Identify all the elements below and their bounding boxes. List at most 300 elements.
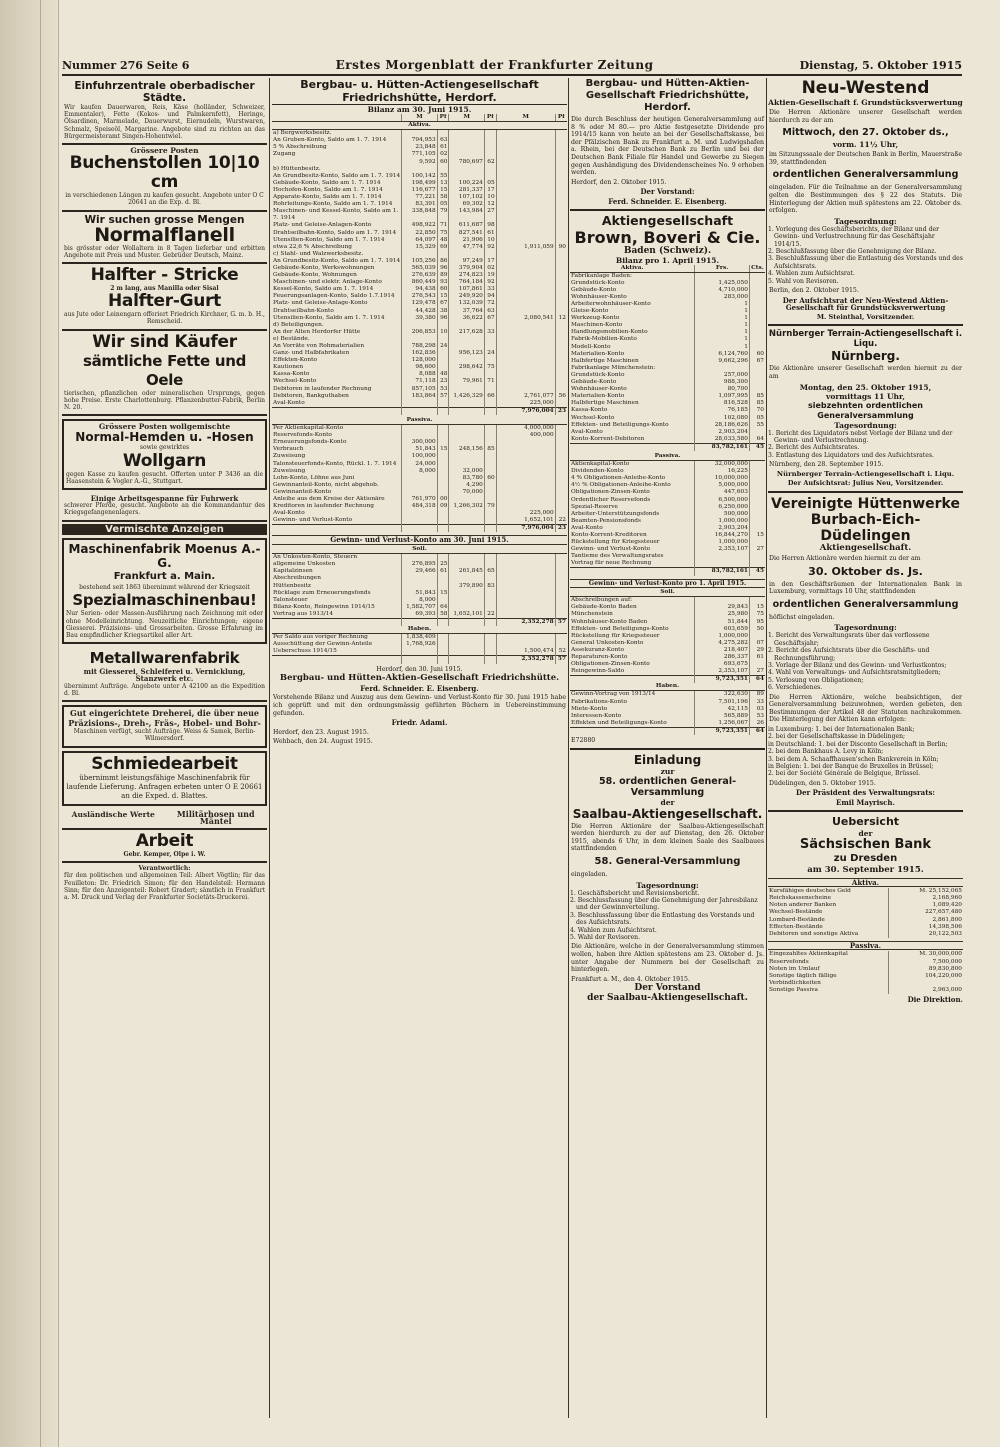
table-cell: 70,000 (449, 489, 484, 496)
table-row (570, 308, 765, 315)
table-cell: 75 (484, 364, 496, 371)
table-row (570, 372, 765, 379)
nw-sign-2: M. Steinthal, Vorsitzender. (816, 312, 915, 321)
ad-einfuhrzentrale (62, 78, 267, 145)
table-cell (437, 554, 449, 562)
table-cell (437, 461, 449, 468)
table-row (272, 583, 567, 590)
table-row (272, 393, 567, 400)
list-item: 2. Beschlußfassung über die Genehmigung der Bilanz. (768, 247, 937, 255)
table-section-label: Haben. (570, 683, 765, 691)
table-cell (496, 265, 555, 272)
table-row (272, 618, 567, 626)
column-bbc-saalbau (570, 78, 765, 1418)
table-row (570, 336, 765, 343)
audit-place-2: Wehbach, den 24. August 1915. (273, 738, 373, 746)
table-cell (496, 144, 555, 151)
table-cell: Aktienkapital-Konto (571, 461, 630, 468)
table-cell: 64,097 (402, 237, 437, 244)
list-item: 4. Wahlen zum Aufsichtsrat. (768, 270, 855, 278)
ad-title: Normal-Hemden u. -Hosen (75, 430, 254, 445)
table-cell: Reservefonds (769, 958, 809, 965)
table-row (272, 265, 567, 272)
table-section-row (272, 417, 567, 425)
section-bar-vermischte: Vermischte Anzeigen (62, 524, 267, 536)
list-item: 6. Verschiedenes. (768, 684, 823, 692)
table-cell: 60 (437, 286, 449, 293)
table-cell: Wechsel-Bestände (769, 909, 823, 916)
table-cell: 498,922 (402, 222, 437, 229)
table-cell (496, 611, 555, 619)
table-cell: Wohnhäuser-Konto (571, 293, 627, 300)
bbc-guv-title: Gewinn- und Verlust-Konto pro 1. April 1915. (570, 579, 765, 589)
table-row (272, 208, 567, 222)
table-cell (555, 568, 567, 575)
table-cell: An Unkosten-Konto, Steuern (273, 554, 358, 561)
table-cell: Noten im Umlauf (769, 965, 820, 972)
table-row (570, 626, 765, 633)
table-cell: Effekten und Beteiligungs-Konto (571, 719, 667, 726)
sb-sign: Die Direktion. (907, 995, 963, 1004)
table-cell (496, 308, 555, 315)
table-cell: 22 (484, 611, 496, 619)
table-cell (449, 561, 484, 568)
table-cell (484, 468, 496, 475)
list-item: 1. Vorlegung des Geschäftsberichts, der Bilanz und der Gewinn- und Verlustrechnung für das Geschäftsjahr 1914/15. (768, 225, 939, 248)
table-cell (484, 489, 496, 496)
table-cell (437, 407, 449, 415)
table-cell: 61 (484, 230, 496, 237)
table-cell: 129,478 (402, 300, 437, 307)
table-row (768, 924, 963, 931)
table-cell: 65 (484, 568, 496, 575)
table-cell: 94,438 (402, 286, 437, 293)
table-cell: 7,501,196 (695, 699, 750, 706)
table-cell: 611,687 (449, 222, 484, 229)
table-row (272, 187, 567, 194)
nt-sign: Nürnberger Terrain-Actiengesellschaft i. Liqu. (776, 469, 955, 478)
bilanz-table (272, 114, 567, 415)
table-cell (449, 641, 484, 648)
table-row (272, 144, 567, 151)
table-cell (555, 322, 567, 329)
table-row (272, 439, 567, 446)
table-cell: 58 (437, 194, 449, 201)
table-cell: 1,097,995 (695, 393, 750, 400)
ad-title: Wir sind Käufer (92, 331, 237, 352)
table-cell: Materialien-Konto (571, 350, 625, 357)
table-cell (449, 554, 484, 562)
table-header-cell: Pf (437, 114, 449, 122)
table-cell (437, 482, 449, 489)
sb-der: der (858, 828, 873, 838)
dividend-names: Ferd. Schneider. E. Eisenberg. (608, 196, 727, 206)
table-cell (496, 151, 555, 158)
table-row (272, 503, 567, 510)
table-cell: 2,080,541 (496, 315, 555, 322)
table-cell (449, 525, 484, 533)
table-cell (496, 364, 555, 371)
table-cell: e) Bestände. (273, 335, 310, 342)
ad-heading: Wir suchen grosse Mengen (84, 213, 245, 226)
table-cell: Miete-Konto (571, 705, 608, 712)
table-cell (437, 166, 449, 173)
table-cell (496, 386, 555, 393)
table-cell (570, 676, 695, 684)
table-row (570, 661, 765, 668)
table-cell (272, 525, 402, 533)
table-cell (749, 475, 765, 482)
table-cell (555, 575, 567, 582)
table-cell (555, 293, 567, 300)
table-cell (496, 554, 555, 562)
table-cell (437, 517, 449, 525)
table-cell: 69,393 (402, 611, 437, 619)
table-cell (555, 194, 567, 201)
sb-aktiva-table (768, 888, 963, 938)
table-cell (496, 568, 555, 575)
table-cell: 693,675 (695, 661, 750, 668)
table-cell (555, 237, 567, 244)
table-header-cell (272, 114, 402, 122)
table-cell: 4,290 (449, 482, 484, 489)
divider (768, 491, 963, 493)
table-cell: Wohnhäuser-Konto Baden (571, 618, 648, 625)
table-cell: 1,000,000 (695, 633, 750, 640)
table-cell: Gebäude-Konto (571, 286, 617, 293)
table-cell (749, 344, 765, 351)
table-cell (555, 496, 567, 503)
table-row (272, 343, 567, 350)
ad-metallwaren (62, 647, 267, 702)
ad-title: Metallwarenfabrik (89, 649, 240, 668)
table-row (272, 468, 567, 475)
table-row (570, 518, 765, 525)
table-cell: 05 (749, 415, 765, 422)
list-item: 4. Wahl von Verwaltungs- und Aufsichtsratsmitgliedern; (768, 669, 941, 677)
table-cell: 60 (437, 159, 449, 166)
table-cell: 283,000 (695, 294, 750, 301)
table-row (570, 668, 765, 676)
table-cell: 8,088 (402, 371, 437, 378)
table-cell: M. 25,152,065 (889, 888, 963, 895)
table-cell: M. 30,000,000 (889, 951, 963, 958)
table-cell (496, 322, 555, 329)
table-cell (449, 597, 484, 604)
table-row (272, 230, 567, 237)
table-cell: 198,499 (402, 180, 437, 187)
table-cell (555, 258, 567, 265)
ad-text: Wir kaufen Dauerwaren, Reis, Käse (holländer, Schweizer, Emmentaler), Fette (Kokos- und Palmkernfett), Heringe, Ölsardinen, Marmelade, Dauerwurst, Eiernudeln, Wurstwaren, Schmalz, Speiseöl, Margarine. Angebote sind zu richten an das Bürgermeisteramt Singen-Hohentwiel. (64, 104, 265, 140)
table-cell: 02 (437, 151, 449, 158)
vh-text-2: in den Geschäftsräumen der Internationalen Bank in Luxemburg, vormittags 10 Uhr, stattfindenden (769, 580, 962, 596)
ad-heading: Grössere Posten wollgemischte (98, 422, 231, 432)
table-cell (449, 634, 484, 642)
table-cell (555, 475, 567, 482)
table-row (272, 561, 567, 568)
table-cell (749, 429, 765, 436)
nw-agenda (768, 226, 963, 285)
table-cell (402, 425, 437, 433)
table-cell: 00 (437, 496, 449, 503)
table-row (272, 364, 567, 371)
table-cell: 28,033,580 (695, 436, 750, 444)
table-cell (555, 482, 567, 489)
table-cell: c) Stahl- und Walzwerksbesitz. (273, 250, 364, 257)
table-cell (749, 294, 765, 301)
table-cell: allgemeine Unkosten (273, 561, 336, 568)
table-cell: Aval-Konto (571, 428, 603, 435)
column-rule-1 (269, 78, 270, 1418)
table-cell: 79,961 (449, 378, 484, 385)
table-cell: Interessen-Konto (571, 712, 622, 719)
table-cell (484, 453, 496, 460)
table-cell (496, 604, 555, 611)
table-cell: 57 (555, 656, 567, 664)
table-cell: 96 (437, 265, 449, 272)
table-cell: Gewinn- und Verlust-Konto (273, 517, 353, 524)
table-cell (695, 553, 750, 560)
table-cell: 10 (484, 194, 496, 201)
table-cell: 4,000,000 (496, 425, 555, 433)
table-cell: Reparaturen-Konto (571, 654, 628, 660)
table-row (272, 611, 567, 619)
table-cell: d) Beteiligungen. (273, 321, 324, 328)
imprint-heading: Verantwortlich: (138, 865, 191, 873)
table-cell: 24 (484, 350, 496, 357)
ad-title-2: Spezialmaschinenbau! (72, 591, 257, 610)
table-cell: 57 (437, 393, 449, 400)
table-row (768, 966, 963, 973)
table-cell: Rückstellung für Kriegssteuer (571, 632, 660, 639)
table-cell: Debitoren in laufender Rechnung (273, 385, 372, 392)
table-section-label: Passiva. (570, 453, 765, 461)
table-row (570, 560, 765, 568)
table-cell: 25,980 (695, 611, 750, 618)
table-row (570, 407, 765, 414)
table-cell (484, 357, 496, 364)
table-cell (695, 597, 750, 605)
table-cell (402, 583, 437, 590)
table-cell (484, 439, 496, 446)
table-cell: Kreditoren in laufender Rechnung (273, 503, 374, 510)
table-row (570, 429, 765, 436)
table-cell: 261,845 (449, 568, 484, 575)
ad-title-2: Halfter-Gurt (108, 291, 221, 312)
table-cell (484, 386, 496, 393)
passiva-table (272, 417, 567, 533)
ad-text: bis grösster oder Wollaltern in 8 Tagen lieferbar und erbitten Angebote mit Preis und Muster. Gebrüder Deutsch, Mainz. (64, 244, 265, 259)
table-row (570, 379, 765, 386)
table-row (570, 482, 765, 489)
list-item: 2. bei dem Bankhaus A. Levy in Köln; (768, 748, 884, 756)
table-cell (484, 590, 496, 597)
table-row (272, 517, 567, 525)
table-row (768, 888, 963, 895)
table-cell: Effekten- und Beteiligungs-Konto (571, 421, 669, 428)
table-cell (484, 336, 496, 343)
table-section-label: Soll. (570, 589, 765, 597)
einladung-der: der (660, 797, 675, 807)
table-cell: 6,124,760 (695, 351, 750, 358)
table-cell (484, 517, 496, 525)
table-row (570, 365, 765, 372)
table-cell: 63 (437, 137, 449, 144)
saalbau-eingeladen: eingeladen. (571, 871, 608, 878)
sb-aktiva-head: Aktiva. (768, 878, 963, 888)
ad-title: Halfter - Stricke (90, 265, 239, 286)
table-cell: 51,843 (402, 446, 437, 453)
table-cell (449, 407, 484, 415)
table-row (570, 619, 765, 626)
table-cell: 183,864 (402, 393, 437, 400)
table-cell: 162,836 (402, 350, 437, 357)
table-cell: Rückstellung für Kriegssteuer (571, 539, 660, 546)
table-cell (449, 357, 484, 364)
table-cell: 83,391 (402, 201, 437, 208)
table-cell: 20,122,503 (889, 931, 963, 938)
table-cell: 771,105 (402, 151, 437, 158)
table-cell (555, 329, 567, 336)
table-cell: 23,848 (402, 144, 437, 151)
table-cell: Maschinen- und Kessel-Konto, Saldo am 1. 7. 1914 (273, 208, 399, 222)
table-cell (437, 400, 449, 408)
table-cell: 26 (749, 720, 765, 728)
masthead (62, 56, 962, 76)
table-cell (496, 286, 555, 293)
table-row (570, 344, 765, 351)
table-cell: 85 (484, 446, 496, 453)
list-item: 3. Entlastung des Liquidators und des Aufsichtsrates. (768, 451, 934, 459)
ad-text: in verschiedenen Längen zu kaufen gesucht. Angebote unter O C 20641 an die Exp. d. Bl. (65, 192, 264, 207)
ad-small-pair (62, 809, 267, 830)
table-cell (402, 407, 437, 415)
table-cell: 132,039 (449, 300, 484, 307)
vh-text-4: Die Herren Aktionäre, welche beabsichtigen, der Generalversammlung beizuwohnen, werden gebeten, den Bestimmungen der Artikel 48 der Statuten nachzukommen. Die Hinterlegung der Aktien kann erfolgen: (769, 693, 962, 724)
table-row (272, 648, 567, 656)
table-row (768, 917, 963, 924)
table-row (768, 951, 963, 958)
divider (570, 209, 765, 211)
table-cell: 217,628 (449, 329, 484, 336)
table-cell (496, 180, 555, 187)
table-cell (484, 482, 496, 489)
table-cell: 32,000,000 (695, 461, 750, 469)
table-cell: 83,780 (449, 475, 484, 482)
table-cell: 484,318 (402, 503, 437, 510)
table-cell (555, 137, 567, 144)
table-cell: Erneuerungsfonds-Konto (273, 439, 347, 446)
table-cell (496, 279, 555, 286)
table-cell: Konto-Korrent-Kreditoren (571, 532, 647, 538)
table-row (570, 393, 765, 400)
table-cell: 27 (749, 546, 765, 553)
table-row (570, 272, 765, 280)
table-row (570, 489, 765, 496)
table-cell: 50 (749, 626, 765, 633)
table-cell (749, 511, 765, 518)
table-row (272, 300, 567, 307)
table-cell (555, 425, 567, 433)
table-cell: 57 (555, 618, 567, 626)
table-cell: Ordentlicher Reservefonds (571, 496, 651, 503)
table-cell: 218,407 (695, 647, 750, 654)
dividend-title: Bergbau- und Hütten-Aktien-Gesellschaft Friedrichshütte, Herdorf. (585, 78, 750, 113)
table-cell: 75 (749, 611, 765, 618)
table-cell (272, 159, 402, 166)
table-row (272, 357, 567, 364)
table-cell (749, 322, 765, 329)
sb-passiva-table (768, 951, 963, 994)
table-row (272, 496, 567, 503)
table-row (272, 425, 567, 433)
table-cell: Aval-Konto (273, 510, 305, 517)
table-cell: 276,639 (402, 272, 437, 279)
table-cell: Ausschüttung der Gewinn-Anteile (273, 641, 373, 648)
table-cell: Gebäude-Konto, Werkswohnungen (273, 264, 375, 271)
table-cell: 4 % Obligationen-Anleihe-Konto (571, 475, 666, 482)
table-cell (484, 597, 496, 604)
table-cell: 7,976,004 (496, 525, 555, 533)
table-cell: 70 (749, 407, 765, 414)
table-cell: 1,768,926 (402, 641, 437, 648)
table-cell: 16,225 (695, 468, 750, 475)
table-row (570, 511, 765, 518)
table-cell: Talonsteuerfonds-Konto, Rückl. 1. 7. 1914 (273, 460, 397, 467)
sb-head: Uebersicht (831, 814, 900, 828)
table-cell (555, 308, 567, 315)
table-cell (749, 633, 765, 640)
table-cell (484, 432, 496, 439)
table-row (570, 691, 765, 699)
table-cell (555, 386, 567, 393)
table-cell: Fabrik-Mobilien-Konto (571, 336, 637, 343)
table-cell: 90 (555, 244, 567, 251)
table-cell: 29,466 (402, 568, 437, 575)
table-cell: etwa 22,6 % Abschreibung (273, 243, 352, 250)
vh-text: Die Herren Aktionäre werden hiermit zu der am (769, 554, 921, 562)
table-cell (555, 265, 567, 272)
table-row (272, 597, 567, 604)
bbc-haben-table (570, 683, 765, 735)
table-cell: 116,677 (402, 187, 437, 194)
table-cell: 8,000 (402, 597, 437, 604)
table-cell: 61 (437, 144, 449, 151)
table-row (570, 539, 765, 546)
table-cell (555, 286, 567, 293)
table-cell (449, 173, 484, 180)
table-cell (496, 230, 555, 237)
table-cell: 1 (695, 308, 750, 315)
table-row (570, 546, 765, 553)
auditor-sign: Friedr. Adami. (391, 718, 448, 728)
table-cell (437, 489, 449, 496)
table-cell: 71 (437, 222, 449, 229)
table-row (768, 902, 963, 909)
imprint-text: für den politischen und allgemeinen Teil: Albert Vögtlin; für das Feuilleton: Dr. Friedrich Simon; für den Handelsteil: Hermann Sinn; für den Anzeigenteil: Robert Gradert; sämtlich in Frankfurt a. M. Druck und Verlag der Frankfurter Societäts-Druckerei. (64, 872, 265, 901)
list-item: 2. bei der Gesellschaftskasse in Düdelingen; (768, 733, 906, 741)
table-row (570, 706, 765, 713)
table-row (570, 400, 765, 407)
table-cell (449, 604, 484, 611)
nw-tages: Tagesordnung: (834, 216, 897, 226)
table-row (570, 597, 765, 605)
table-cell: Wohnhäuser-Konto (571, 386, 627, 393)
dividend-vorstand: Der Vorstand: (640, 187, 695, 197)
table-cell (437, 525, 449, 533)
table-cell (555, 400, 567, 408)
list-item: 3. bei dem A. Schaaffhausen'schen Bankverein in Köln; (768, 755, 939, 763)
